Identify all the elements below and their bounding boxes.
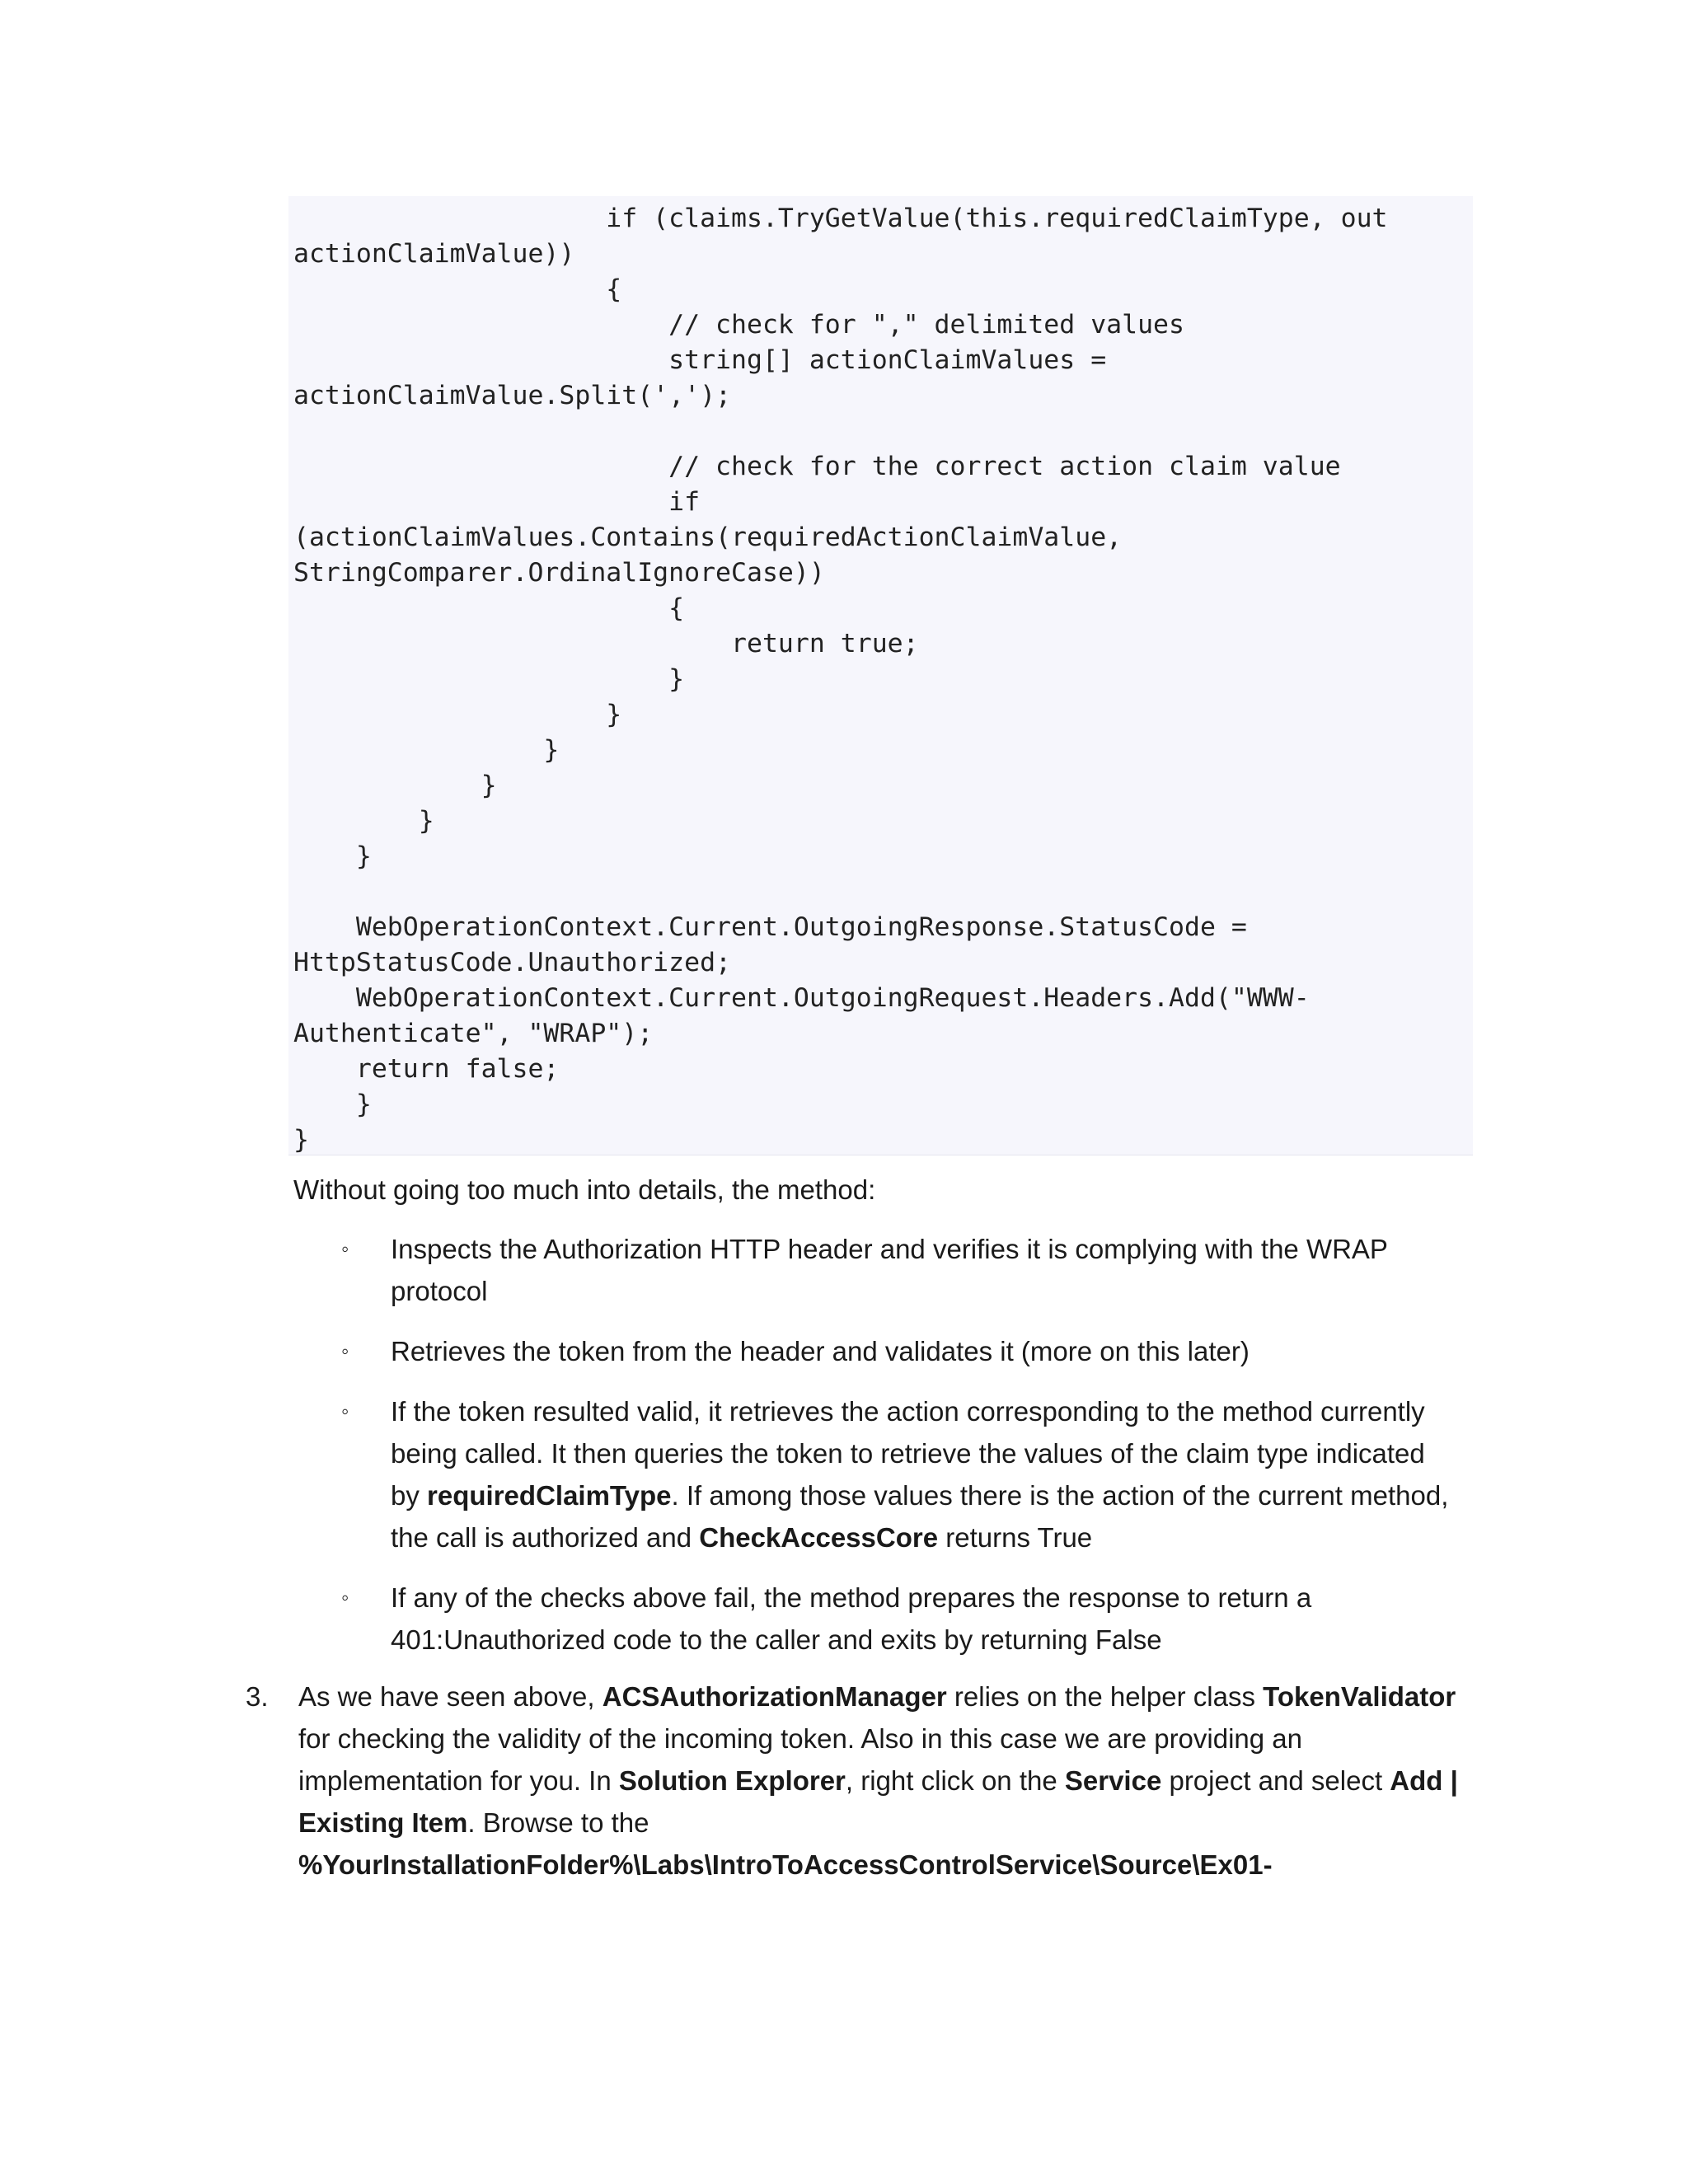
file-path: %YourInstallationFolder%\Labs\IntroToAccessControlService\Source\Ex01- [298,1849,1273,1880]
code-line: (actionClaimValues.Contains(requiredActionClaimValue, [293,523,1123,552]
code-line: } [293,1125,309,1155]
bullet-text: If the token resulted valid, it retrieves the action corresponding to the method currently being called. It then queries the token to retrieve the values of the claim type indicated by requiredClaimType. If among those values there is the action of the current method, the call is authorized and CheckAccessCore returns True [391,1396,1449,1553]
bullet-text: If any of the checks above fail, the method prepares the response to return a 401:Unauthorized code to the caller and exits by returning False [391,1582,1312,1655]
code-line: { [293,593,685,623]
code-line: } [293,735,560,765]
code-line: return true; [293,629,919,658]
code-line: // check for "," delimited values [293,310,1184,340]
code-line: if (claims.TryGetValue(this.requiredClaimType, out [293,204,1388,233]
bold-term: Existing Item [298,1807,468,1838]
bullet-marker: ◦ [341,1236,349,1261]
bold-term: ACSAuthorizationManager [602,1681,947,1712]
code-line: } [293,1090,372,1119]
code-line: } [293,771,497,800]
code-line [293,874,1473,910]
bullet-marker: ◦ [341,1399,349,1423]
bold-term: Add | [1390,1765,1458,1796]
step-number: 3. [246,1681,269,1712]
code-line: Authenticate", "WRAP"); [293,1019,654,1048]
bold-term: Service [1064,1765,1162,1796]
step-3 [246,1675,1474,1886]
list-item [293,1390,1480,1558]
list-item [293,1330,1480,1372]
code-line: } [293,664,685,694]
bold-term: TokenValidator [1263,1681,1456,1712]
code-line: actionClaimValue.Split(','); [293,381,732,410]
code-line: } [293,700,622,729]
code-line: WebOperationContext.Current.OutgoingResponse.StatusCode = [293,912,1247,942]
code-line: WebOperationContext.Current.OutgoingRequest.Headers.Add("WWW- [293,983,1310,1013]
list-item [293,1577,1480,1661]
list-item [293,1228,1480,1312]
code-line: { [293,274,622,304]
bullet-text: Retrieves the token from the header and validates it (more on this later) [391,1336,1250,1366]
code-line: HttpStatusCode.Unauthorized; [293,948,732,977]
bullet-marker: ◦ [341,1585,349,1610]
code-line [293,414,1473,449]
bold-term: CheckAccessCore [699,1522,939,1553]
bullet-marker: ◦ [341,1338,349,1363]
code-line: } [293,806,434,836]
bullet-list [293,1228,1480,1679]
code-line: if [293,487,701,517]
bullet-text: Inspects the Authorization HTTP header and verifies it is complying with the WRAP protocol [391,1234,1388,1306]
code-line: StringComparer.OrdinalIgnoreCase)) [293,558,825,588]
code-line: // check for the correct action claim value [293,452,1341,481]
code-block [288,196,1473,1155]
intro-paragraph: Without going too much into details, the method: [293,1174,876,1205]
code-line: return false; [293,1054,560,1084]
bold-term: requiredClaimType [427,1480,672,1511]
code-line: string[] actionClaimValues = [293,345,1107,375]
code-line: } [293,841,372,871]
code-line: actionClaimValue)) [293,239,575,269]
step-text: As we have seen above, ACSAuthorizationManager relies on the helper class TokenValidator for checking the validity of the incoming token. Also in this case we are providing an implementation for you. In Solution Explorer, right click on the Service project and select Add | Existing Item. Browse to the %YourInstallationFolder%\Labs\IntroToAccessControlService\Source\Ex01- [298,1681,1458,1880]
bold-term: Solution Explorer [618,1765,846,1796]
